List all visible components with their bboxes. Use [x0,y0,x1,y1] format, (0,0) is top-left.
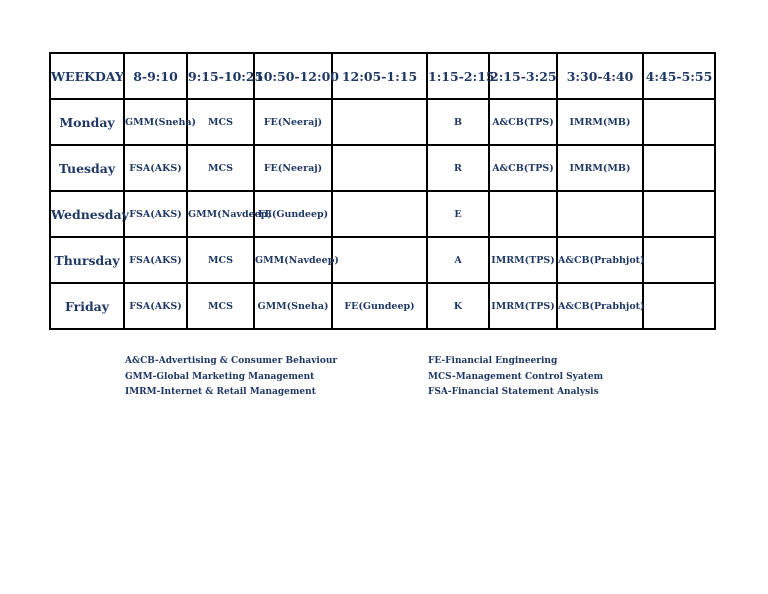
legend-left [125,354,337,401]
class-cell: IMRM(MB) [557,99,643,145]
legend-item: GMM-Global Marketing Management [125,371,315,382]
day-cell: Monday [50,99,124,145]
class-cell [557,191,643,237]
header-slot-3: 10:50-12:00 [254,53,332,99]
table-row [50,145,715,191]
class-cell: B [427,99,489,145]
day-cell: Wednesday [50,191,124,237]
class-cell: FSA(AKS) [124,237,187,283]
header-slot-8: 4:45-5:55 [643,53,715,99]
class-cell: K [427,283,489,329]
legend-item: FSA-Financial Statement Analysis [428,387,599,397]
class-cell: FE(Gundeep) [332,283,427,329]
table-row [50,283,715,329]
legend-item: MCS-Management Control Syatem [428,371,604,382]
class-cell [489,191,557,237]
class-cell: A&CB(TPS) [489,145,557,191]
class-cell: GMM(Navdeep) [187,191,254,237]
class-cell: FSA(AKS) [124,191,187,237]
class-cell [643,99,715,145]
header-slot-5: 1:15-2:15 [427,53,489,99]
class-cell [643,237,715,283]
header-weekday: WEEKDAY [50,53,124,99]
header-slot-6: 2:15-3:25 [489,53,557,99]
legend-right [428,354,603,401]
class-cell: FE(Neeraj) [254,99,332,145]
day-cell: Thursday [50,237,124,283]
class-cell: IMRM(TPS) [489,237,557,283]
class-cell [332,99,427,145]
class-cell [643,283,715,329]
day-cell: Tuesday [50,145,124,191]
class-cell: MCS [187,99,254,145]
header-slot-7: 3:30-4:40 [557,53,643,99]
class-cell: MCS [187,237,254,283]
table-row [50,99,715,145]
class-cell: GMM(Sneha) [254,283,332,329]
class-cell [643,191,715,237]
table-row [50,237,715,283]
class-cell [332,191,427,237]
legend-item: A&CB-Advertising & Consumer Behaviour [125,356,338,366]
class-cell [643,145,715,191]
class-cell: E [427,191,489,237]
class-cell: GMM(Sneha) [124,99,187,145]
class-cell: GMM(Navdeep) [254,237,332,283]
legend-item: FE-Financial Engineering [428,356,558,366]
class-cell: FSA(AKS) [124,145,187,191]
header-row [50,53,715,99]
class-cell: MCS [187,283,254,329]
table-row [50,191,715,237]
class-cell [332,145,427,191]
class-cell [332,237,427,283]
class-cell: FE(Neeraj) [254,145,332,191]
header-slot-4: 12:05-1:15 [332,53,427,99]
class-cell: R [427,145,489,191]
class-cell: A&CB(Prabhjot) [557,237,643,283]
class-cell: FSA(AKS) [124,283,187,329]
class-cell: A&CB(Prabhjot) [557,283,643,329]
class-cell: MCS [187,145,254,191]
class-cell: A [427,237,489,283]
timetable [49,52,716,330]
day-cell: Friday [50,283,124,329]
header-slot-1: 8-9:10 [124,53,187,99]
class-cell: FE(Gundeep) [254,191,332,237]
class-cell: A&CB(TPS) [489,99,557,145]
legend-item: IMRM-Internet & Retail Management [125,387,316,397]
class-cell: IMRM(MB) [557,145,643,191]
class-cell: IMRM(TPS) [489,283,557,329]
header-slot-2: 9:15-10:25 [187,53,254,99]
